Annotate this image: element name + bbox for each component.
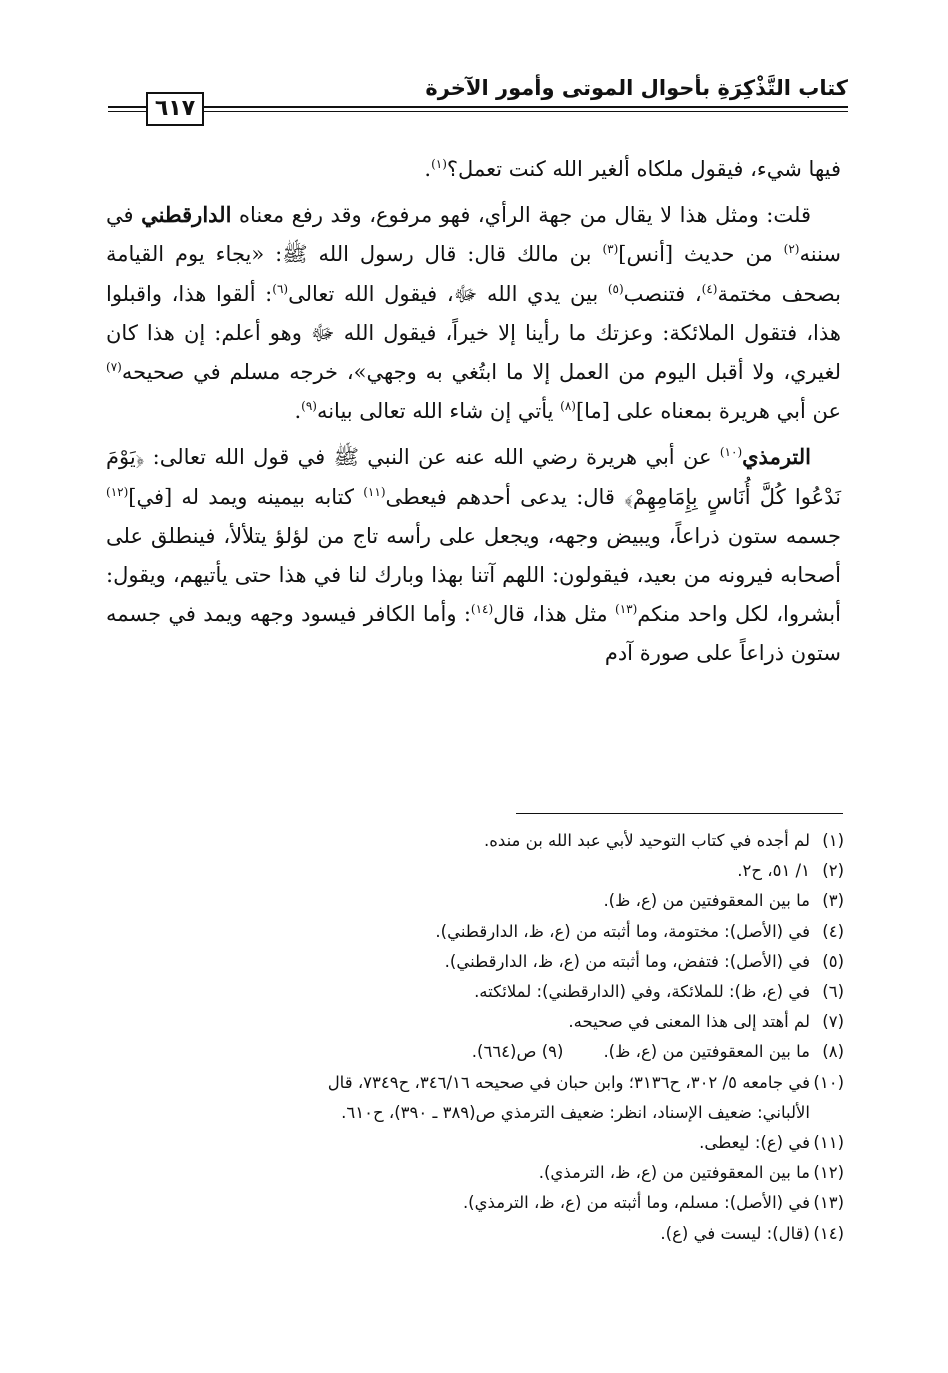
footnote-number: (١) [822,831,844,850]
footnote-text: ما بين المعقوفتين من (ع، ظ). [603,891,810,911]
page-header [108,70,848,130]
text-span: عن أبي هريرة رضي الله عنه عن النبي ﷺ في قول الله تعالى: ﴿يَوْمَ نَدْعُوا كُلَّ أُنَاسٍ بِإِمَامِهِمْ﴾ قال: يدعى أحدهم فيعطى [106,445,842,509]
footnote [104,1158,844,1188]
author-name: الترمذي [742,444,811,470]
main-text [106,150,841,680]
footnote-ref[interactable]: (١١) [363,484,386,499]
footnote-ref[interactable]: (٤) [701,281,718,296]
footnote-text: لم أجده في كتاب التوحيد لأبي عبد الله بن منده. [484,831,810,850]
footnote [104,856,844,886]
text-span: قلت: ومثل هذا لا يقال من جهة الرأي، فهو مرفوع، وقد رفع معناه [231,203,811,228]
text-span: من حديث [أنس] [618,242,784,267]
author-name: الدارقطني [141,202,232,228]
footnote-text: في (ع، ظ): للملائكة، وفي (الدارقطني): لملائكته. [474,982,810,1002]
header-rule [200,106,848,108]
footnote-text: ١/ ٥١، ح٢. [737,861,810,881]
footnote-number: (٣) [822,891,844,911]
footnote-number: (٢) [822,861,844,881]
footnote-ref[interactable]: (٢) [783,242,800,257]
footnote-text: في (الأصل): مسلم، وما أثبته من (ع، ظ، الترمذي). [462,1193,810,1213]
footnote-number: (١٤) [813,1223,844,1243]
paragraph-1: فيها شيء، فيقول ملكاه ألغير الله كنت تعمل؟$^{(١)}$. [424,157,841,181]
footnote-number: (٥) [822,951,844,971]
footnote [104,886,844,916]
footnote [104,917,844,947]
footnote-ref[interactable]: (٧) [106,360,122,375]
footnote-text: ما بين المعقوفتين من (ع، ظ). [603,1042,810,1062]
footnote [104,947,844,977]
footnotes [104,826,844,1249]
header-rule-thin [200,111,848,112]
text-span: جسمه ستون ذراعاً، ويبيض وجهه، ويجعل على رأسه تاج من لؤلؤ يتلألأ، فينطلق على أصحابه فيرونه من بعيد، فيقولون: اللهم آتنا بهذا وبارك لنا في هذا حتى يأتيهم، ويقول: أبشروا، لكل واحد منكم [106,523,841,627]
footnote [104,1128,844,1158]
running-title: كتاب التَّذْكِرَةِ بأحوال الموتى وأمور الآخرة [425,76,848,100]
footnote [104,1188,844,1218]
footnote-number: (٤) [822,921,844,941]
text-span: مثل هذا، قال [493,602,615,627]
page-number: ٦١٧ [146,92,204,126]
paragraph-2: قلت: ومثل هذا لا يقال من جهة الرأي، فهو مرفوع، وقد رفع معناه الدارقطني في سننه$^{(٢)}$ من حديث [أنس]$^{(٣)}$ بن مالك قال: قال رسول الله ﷺ: «يجاء يوم القيامة بصحف مختمة$^{(٤)}$، فتنصب$^{(٥)}$ بين يدي الله ﷻ، فيقول الله تعالى$^{(٦)}$: ألقوا هذا، واقبلوا هذا، فتقول الملائكة: وعزتك ما رأينا إلا خيراً، فيقول الله ﷻ وهو أعلم: إن هذا كان لغيري، ولا أقبل اليوم من العمل إلا ما ابتُغي به وجهي»، خرجه مسلم في صحيحه$^{(٧)}$ عن أبي هريرة بمعناه على [ما]$^{(٨)}$ يأتي إن شاء الله تعالى بيانه$^{(٩)}$. [106,202,841,424]
footnote-continuation: الألباني: ضعيف الإسناد، انظر: ضعيف الترمذي ص(٣٨٩ ـ ٣٩٠)، ح٦١٠. [341,1102,810,1122]
footnote-text: لم أهتد إلى هذا المعنى في صحيحه. [568,1012,810,1032]
footnote-ref[interactable]: (٩) [301,399,317,414]
footnote-text: في (الأصل): مختومة، وما أثبته من (ع، ظ، الدارقطني). [435,921,810,941]
footnote-text: في (الأصل): فتفض، وما أثبته من (ع، ظ، الدارقطني). [444,951,810,971]
text-span: : وأما الكافر فيسود وجهه ويمد في جسمه ستون ذراعاً على صورة آدم [106,602,841,666]
footnote-number: (١٢) [813,1163,844,1183]
footnote-ref[interactable]: (٨) [560,399,576,414]
footnote-number: (١١) [813,1133,844,1153]
footnote [104,1068,844,1128]
footnote [104,1007,844,1037]
footnote-ref[interactable]: (١٣) [615,602,638,617]
header-rule-left [108,106,146,108]
text-span: عن أبي هريرة بمعناه على [ما] [575,399,841,424]
footnote-text: ما بين المعقوفتين من (ع، ظ، الترمذي). [538,1163,810,1183]
footnote-ref[interactable]: (١٤) [470,602,494,617]
text-span: كتابه بيمينه ويمد له [في] [128,484,364,509]
footnote-ref[interactable]: (٦) [272,281,289,296]
text-span: يأتي إن شاء الله تعالى بيانه [316,399,561,424]
footnote [104,826,844,856]
footnote-text: (قال): ليست في (ع). [660,1223,810,1243]
text-span: ، فتنصب [623,281,702,306]
footnote-ref[interactable]: (٥) [607,281,624,296]
text-span: : ألقوا هذا، واقبلوا هذا، فتقول الملائكة: وعزتك ما رأينا إلا خيراً، فيقول الله ﷻ وهو أعلم: إن هذا كان لغيري، ولا أقبل اليوم من العمل إلا ما ابتُغي به وجهي»، خرجه مسلم في صحيحه [106,281,841,385]
footnote-ref[interactable]: (١) [431,157,447,171]
text-span: بين يدي الله ﷻ، فيقول الله تعالى [288,281,608,306]
text-span: فيها شيء، فيقول ملكاه ألغير الله كنت تعمل؟ [446,157,841,181]
paragraph-3 [106,437,841,673]
footnote-number: (١٣) [813,1193,844,1213]
footnote-ref[interactable]: (٣) [602,242,619,257]
footnote-ref[interactable]: (١٢) [106,484,129,499]
footnote-number: (٩) [541,1042,564,1062]
footnote [104,977,844,1007]
footnote-number: (٦) [822,982,844,1002]
text-span: بن مالك قال: قال رسول الله ﷺ: «يجاء يوم القيامة بصحف مختمة [106,242,841,306]
footnote-number: (١٠) [813,1072,844,1092]
footnote [104,1037,844,1067]
footnote [104,1219,844,1249]
footnote-separator [516,813,843,814]
footnote-ref[interactable]: (١٠) [719,445,743,460]
footnote-text: ص(٦٦٤). [471,1042,537,1062]
footnote-text: في (ع): ليعطى. [699,1133,810,1153]
header-rule-left-thin [108,111,146,112]
text-span: في سننه [106,203,841,267]
footnote-number: (٨) [822,1042,844,1062]
footnote-number: (٧) [822,1012,844,1032]
footnote-text: في جامعه ٥/ ٣٠٢، ح٣١٣٦؛ وابن حبان في صحيحه ٣٤٦/١٦، ح٧٣٤٩، قال [327,1072,810,1092]
